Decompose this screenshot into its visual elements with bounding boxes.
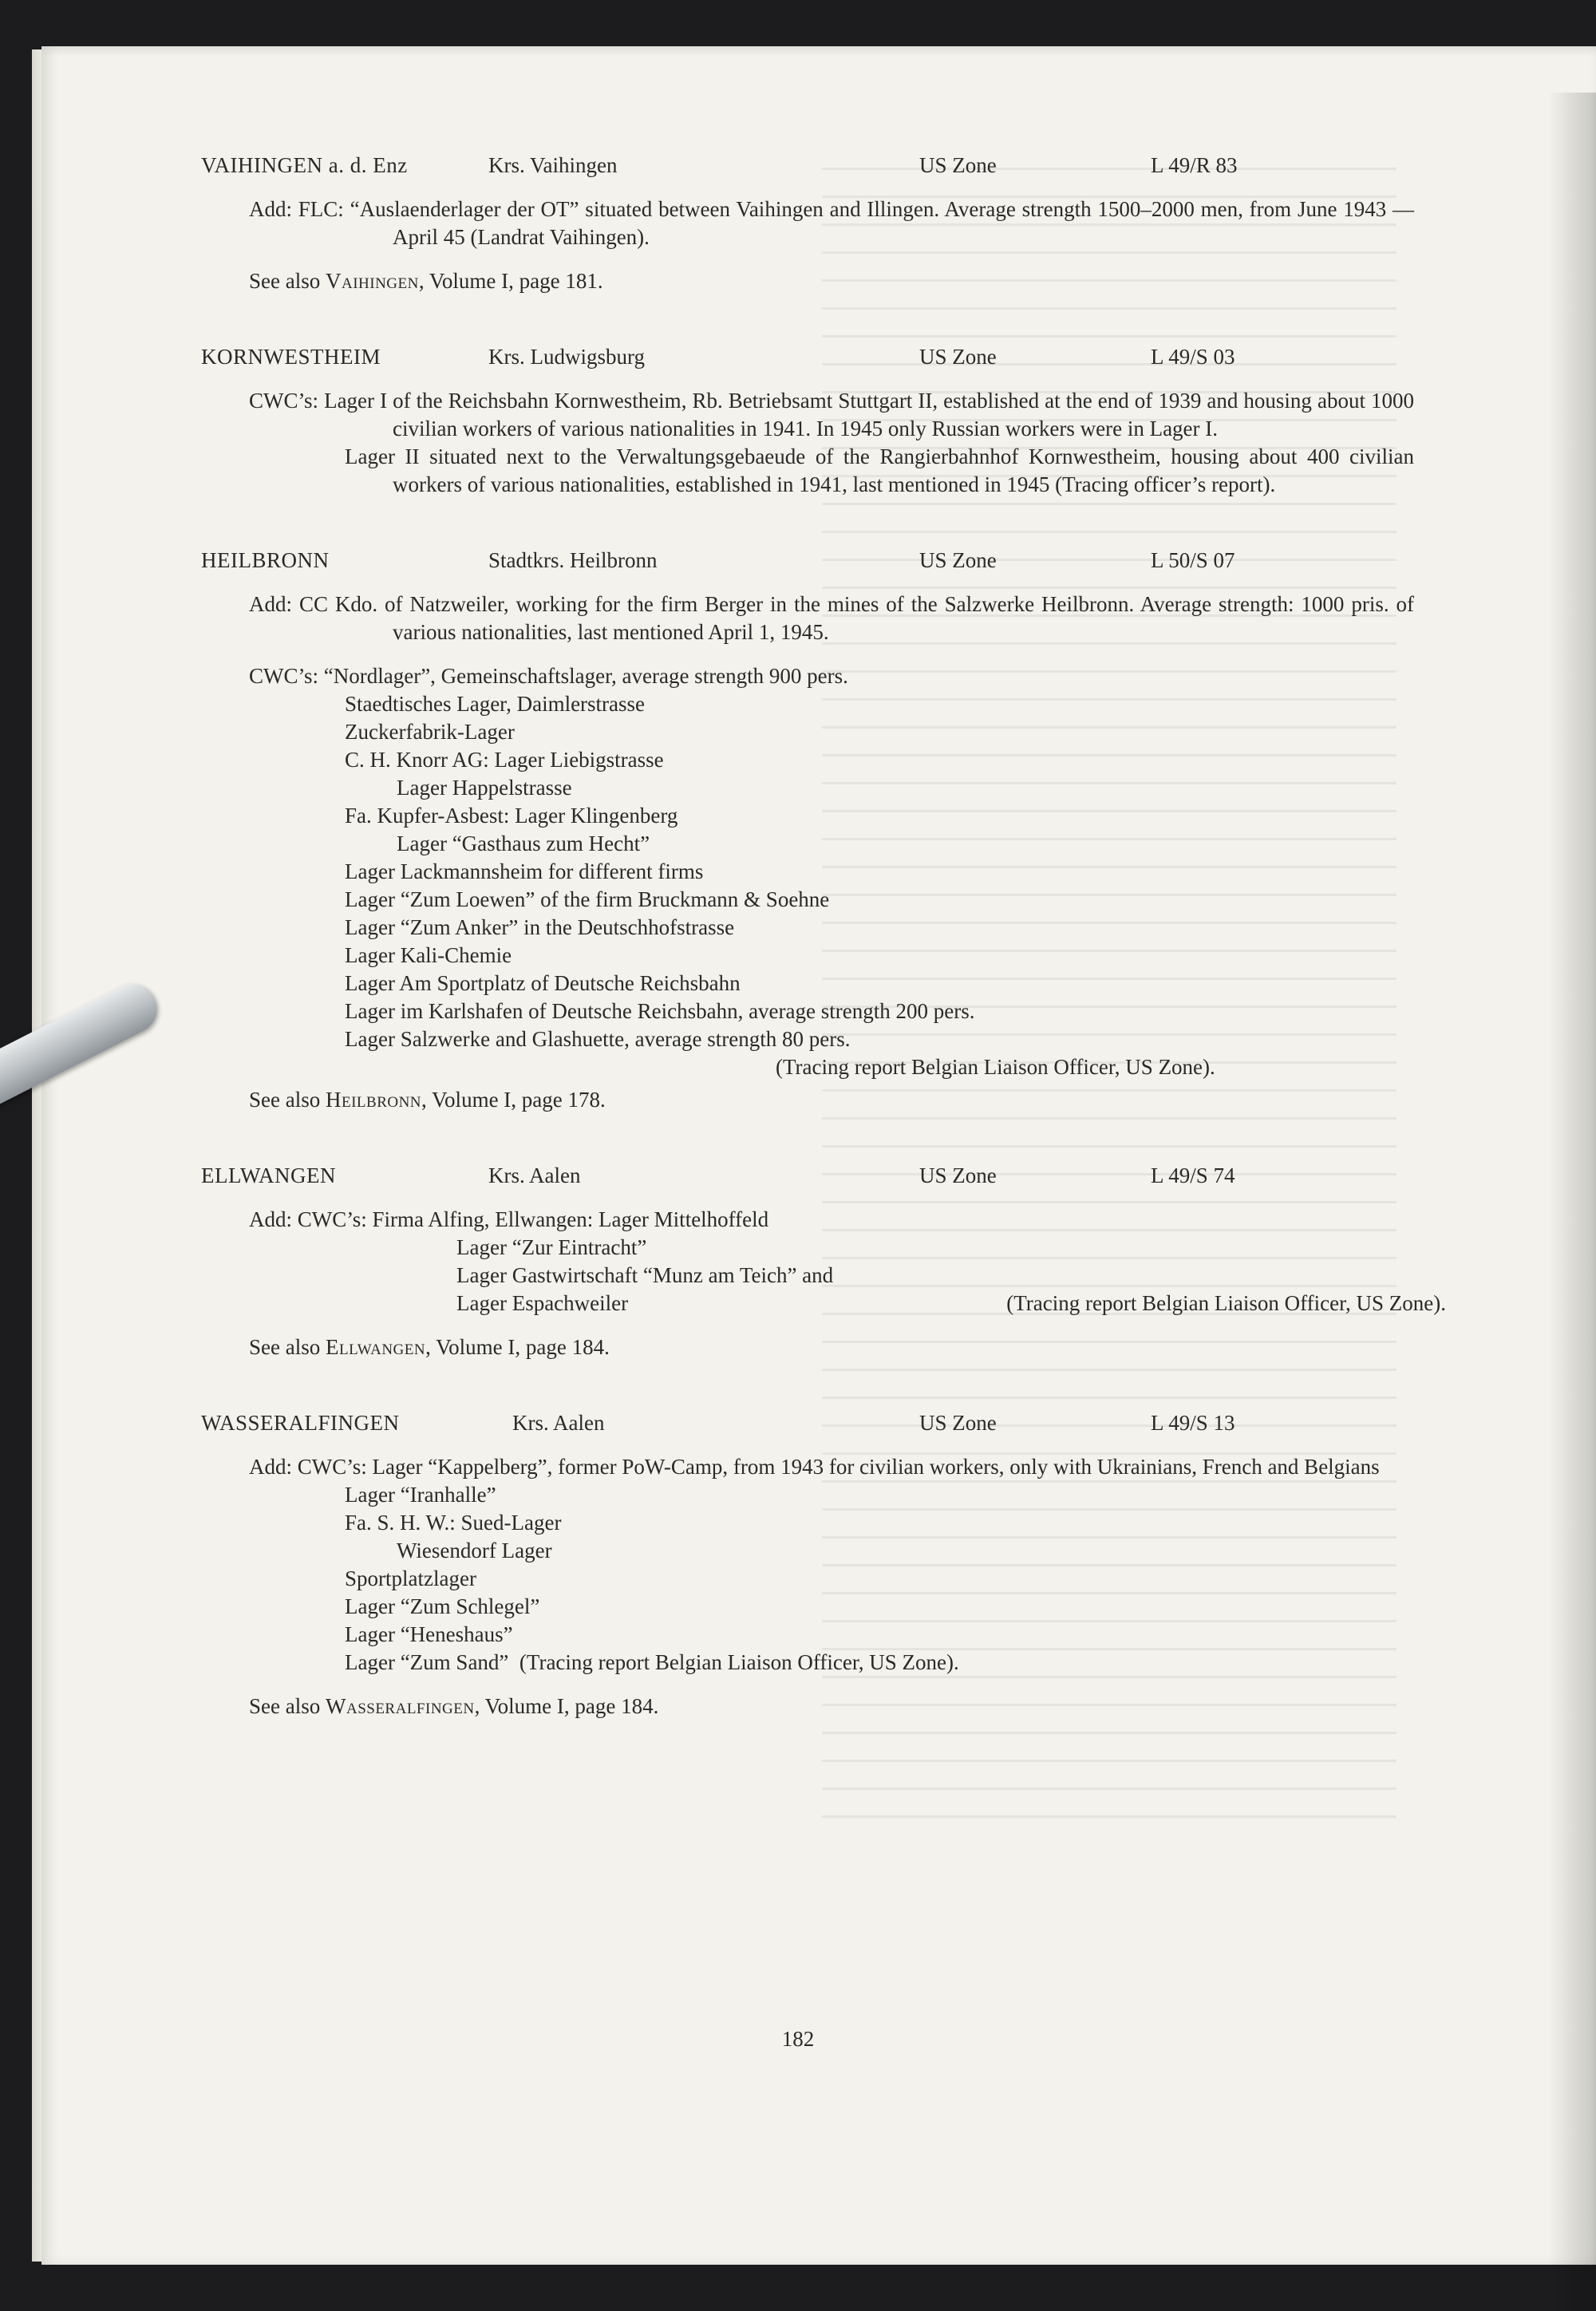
list-item: Lager “Heneshaus” — [345, 1622, 513, 1646]
list-item: Lager “Zum Anker” in the Deutschhofstrasse — [345, 915, 735, 939]
grid-reference: L 49/S 13 — [1151, 1411, 1235, 1435]
entry-heilbronn — [201, 547, 1414, 1114]
list-item: Lager Am Sportplatz of Deutsche Reichsbahn — [345, 971, 741, 995]
see-also-prefix: See also — [249, 1088, 321, 1112]
place-name: VAIHINGEN a. d. Enz — [201, 153, 408, 177]
see-also-name: Ellwangen — [325, 1335, 426, 1359]
add-first-text: Lager “Kappelberg”, former PoW-Camp, from 1943 for civilian workers, only with Ukrainians, French and Belgians — [372, 1455, 1380, 1479]
entry-vaihingen — [201, 152, 1414, 295]
add-paragraph — [201, 591, 1414, 646]
see-also-name: Heilbronn — [325, 1088, 422, 1112]
see-also — [249, 1333, 1414, 1361]
list-item: Lager “Zum Loewen” of the firm Bruckmann & Soehne — [345, 887, 830, 911]
see-also — [249, 1086, 1414, 1114]
list-item: Lager “Gasthaus zum Hecht” — [397, 832, 650, 855]
list-item: Staedtisches Lager, Daimlerstrasse — [345, 692, 646, 716]
entry-header — [201, 1162, 1414, 1190]
see-also — [249, 267, 1414, 295]
list-item-text: Lager Espachweiler — [456, 1291, 629, 1315]
cwc-label: CWC’s: — [249, 664, 319, 688]
see-also — [249, 1693, 1414, 1720]
entry-kornwestheim — [201, 343, 1414, 499]
list-item-text: Lager “Zum Sand” — [345, 1650, 509, 1674]
list-item: Lager Kali-Chemie — [345, 943, 512, 967]
page-number: 182 — [781, 2027, 815, 2051]
list-item: Lager “Zum Schlegel” — [345, 1594, 540, 1618]
add-label: Add: — [249, 592, 292, 616]
list-item: Lager Gastwirtschaft “Munz am Teich” and — [456, 1263, 834, 1287]
see-also-suffix: , Volume I, page 184. — [474, 1694, 659, 1718]
list-item: Sportplatzlager — [345, 1566, 476, 1590]
tracing-note: (Tracing report Belgian Liaison Officer, US Zone). — [519, 1650, 959, 1674]
add-first-line — [249, 1453, 1414, 1481]
add-paragraph — [201, 196, 1414, 251]
entry-wasseralfingen — [201, 1409, 1414, 1720]
list-item: Lager “Zur Eintracht” — [456, 1235, 647, 1259]
tracing-note: (Tracing report Belgian Liaison Officer, US Zone). — [776, 1055, 1215, 1079]
see-also-suffix: , Volume I, page 184. — [425, 1335, 610, 1359]
place-name: WASSERALFINGEN — [201, 1411, 400, 1435]
entry-header — [201, 547, 1414, 575]
add-label: Add: CWC’s: — [249, 1455, 367, 1479]
spine-shadow — [1548, 93, 1596, 2311]
zone: US Zone — [919, 153, 997, 177]
add-first-line — [249, 1206, 1414, 1234]
district: Krs. Ludwigsburg — [488, 345, 646, 369]
zone: US Zone — [919, 548, 997, 572]
list-item: Lager im Karlshafen of Deutsche Reichsbahn, average strength 200 pers. — [345, 999, 975, 1023]
add-text: “Auslaenderlager der OT” situated between Vaihingen and Illingen. Average strength 1500–2000 men, from June 1943 — April 45 (Landrat Vaihingen). — [350, 197, 1415, 249]
list-item: C. H. Knorr AG: Lager Liebigstrasse — [345, 748, 664, 772]
zone: US Zone — [919, 1163, 997, 1187]
entry-header — [201, 152, 1414, 180]
tracing-note: (Tracing report Belgian Liaison Officer, US Zone). — [1006, 1291, 1446, 1315]
place-name: HEILBRONN — [201, 548, 330, 572]
list-item: Fa. Kupfer-Asbest: Lager Klingenberg — [345, 804, 678, 828]
list-item: Lager Lackmannsheim for different firms — [345, 859, 704, 883]
document-body — [201, 152, 1446, 1768]
list-item — [201, 1290, 1446, 1317]
zone: US Zone — [919, 345, 997, 369]
entry-ellwangen — [201, 1162, 1446, 1361]
list-item: Lager Happelstrasse — [397, 776, 572, 800]
entry-header — [201, 1409, 1414, 1437]
see-also-prefix: See also — [249, 1335, 321, 1359]
camp-list — [201, 690, 1414, 1053]
district: Krs. Aalen — [488, 1163, 581, 1187]
add-text: CC Kdo. of Natzweiler, working for the firm Berger in the mines of the Salzwerke Heilbronn. Average strength: 1000 pris. of various nationalities, last mentioned April 1, 1945. — [298, 592, 1415, 644]
cwc-paragraph — [201, 387, 1414, 443]
cwc-first-text: “Nordlager”, Gemeinschaftslager, average strength 900 pers. — [323, 664, 848, 688]
list-item: Zuckerfabrik-Lager — [345, 720, 515, 744]
see-also-name: Vaihingen — [325, 269, 419, 293]
district: Krs. Vaihingen — [488, 153, 618, 177]
place-name: ELLWANGEN — [201, 1163, 336, 1187]
camp-list — [201, 1481, 1414, 1677]
see-also-suffix: , Volume I, page 178. — [421, 1088, 606, 1112]
add-label: Add: CWC’s: — [249, 1207, 367, 1231]
grid-reference: L 50/S 07 — [1151, 548, 1235, 572]
list-item: Lager Salzwerke and Glashuette, average strength 80 pers. — [345, 1027, 851, 1051]
district: Stadtkrs. Heilbronn — [488, 548, 658, 572]
zone: US Zone — [919, 1411, 997, 1435]
place-name: KORNWESTHEIM — [201, 345, 381, 369]
see-also-prefix: See also — [249, 1694, 321, 1718]
list-item: Fa. S. H. W.: Sued-Lager — [345, 1511, 562, 1535]
cwc-label: CWC’s: — [249, 389, 319, 413]
see-also-suffix: , Volume I, page 181. — [418, 269, 603, 293]
list-item: Wiesendorf Lager — [397, 1539, 552, 1562]
cwc-first-line — [249, 662, 1414, 690]
see-also-name: Wasseralfingen — [325, 1694, 475, 1718]
cwc-paragraph-2: Lager II situated next to the Verwaltungsgebaeude of the Rangierbahnhof Kornwestheim, housing about 400 civilian workers of various nationalities, established in 1941, last mentioned in 1945 (Tracing officer’s report). — [345, 444, 1414, 496]
grid-reference: L 49/S 03 — [1151, 345, 1235, 369]
grid-reference: L 49/R 83 — [1151, 153, 1238, 177]
list-item: Lager “Iranhalle” — [345, 1483, 496, 1507]
entry-header — [201, 343, 1414, 371]
camp-list — [201, 1234, 1446, 1317]
grid-reference: L 49/S 74 — [1151, 1163, 1235, 1187]
see-also-prefix: See also — [249, 269, 321, 293]
district: Krs. Aalen — [512, 1411, 605, 1435]
add-first-text: Firma Alfing, Ellwangen: Lager Mittelhoffeld — [372, 1207, 769, 1231]
cwc-text: Lager I of the Reichsbahn Kornwestheim, Rb. Betriebsamt Stuttgart II, established at the end of 1939 and housing about 1000 civilian workers of various nationalities in 1941. In 1945 only Russian workers were in Lager I. — [324, 389, 1414, 440]
list-item — [201, 1649, 1414, 1677]
add-label: Add: FLC: — [249, 197, 344, 221]
